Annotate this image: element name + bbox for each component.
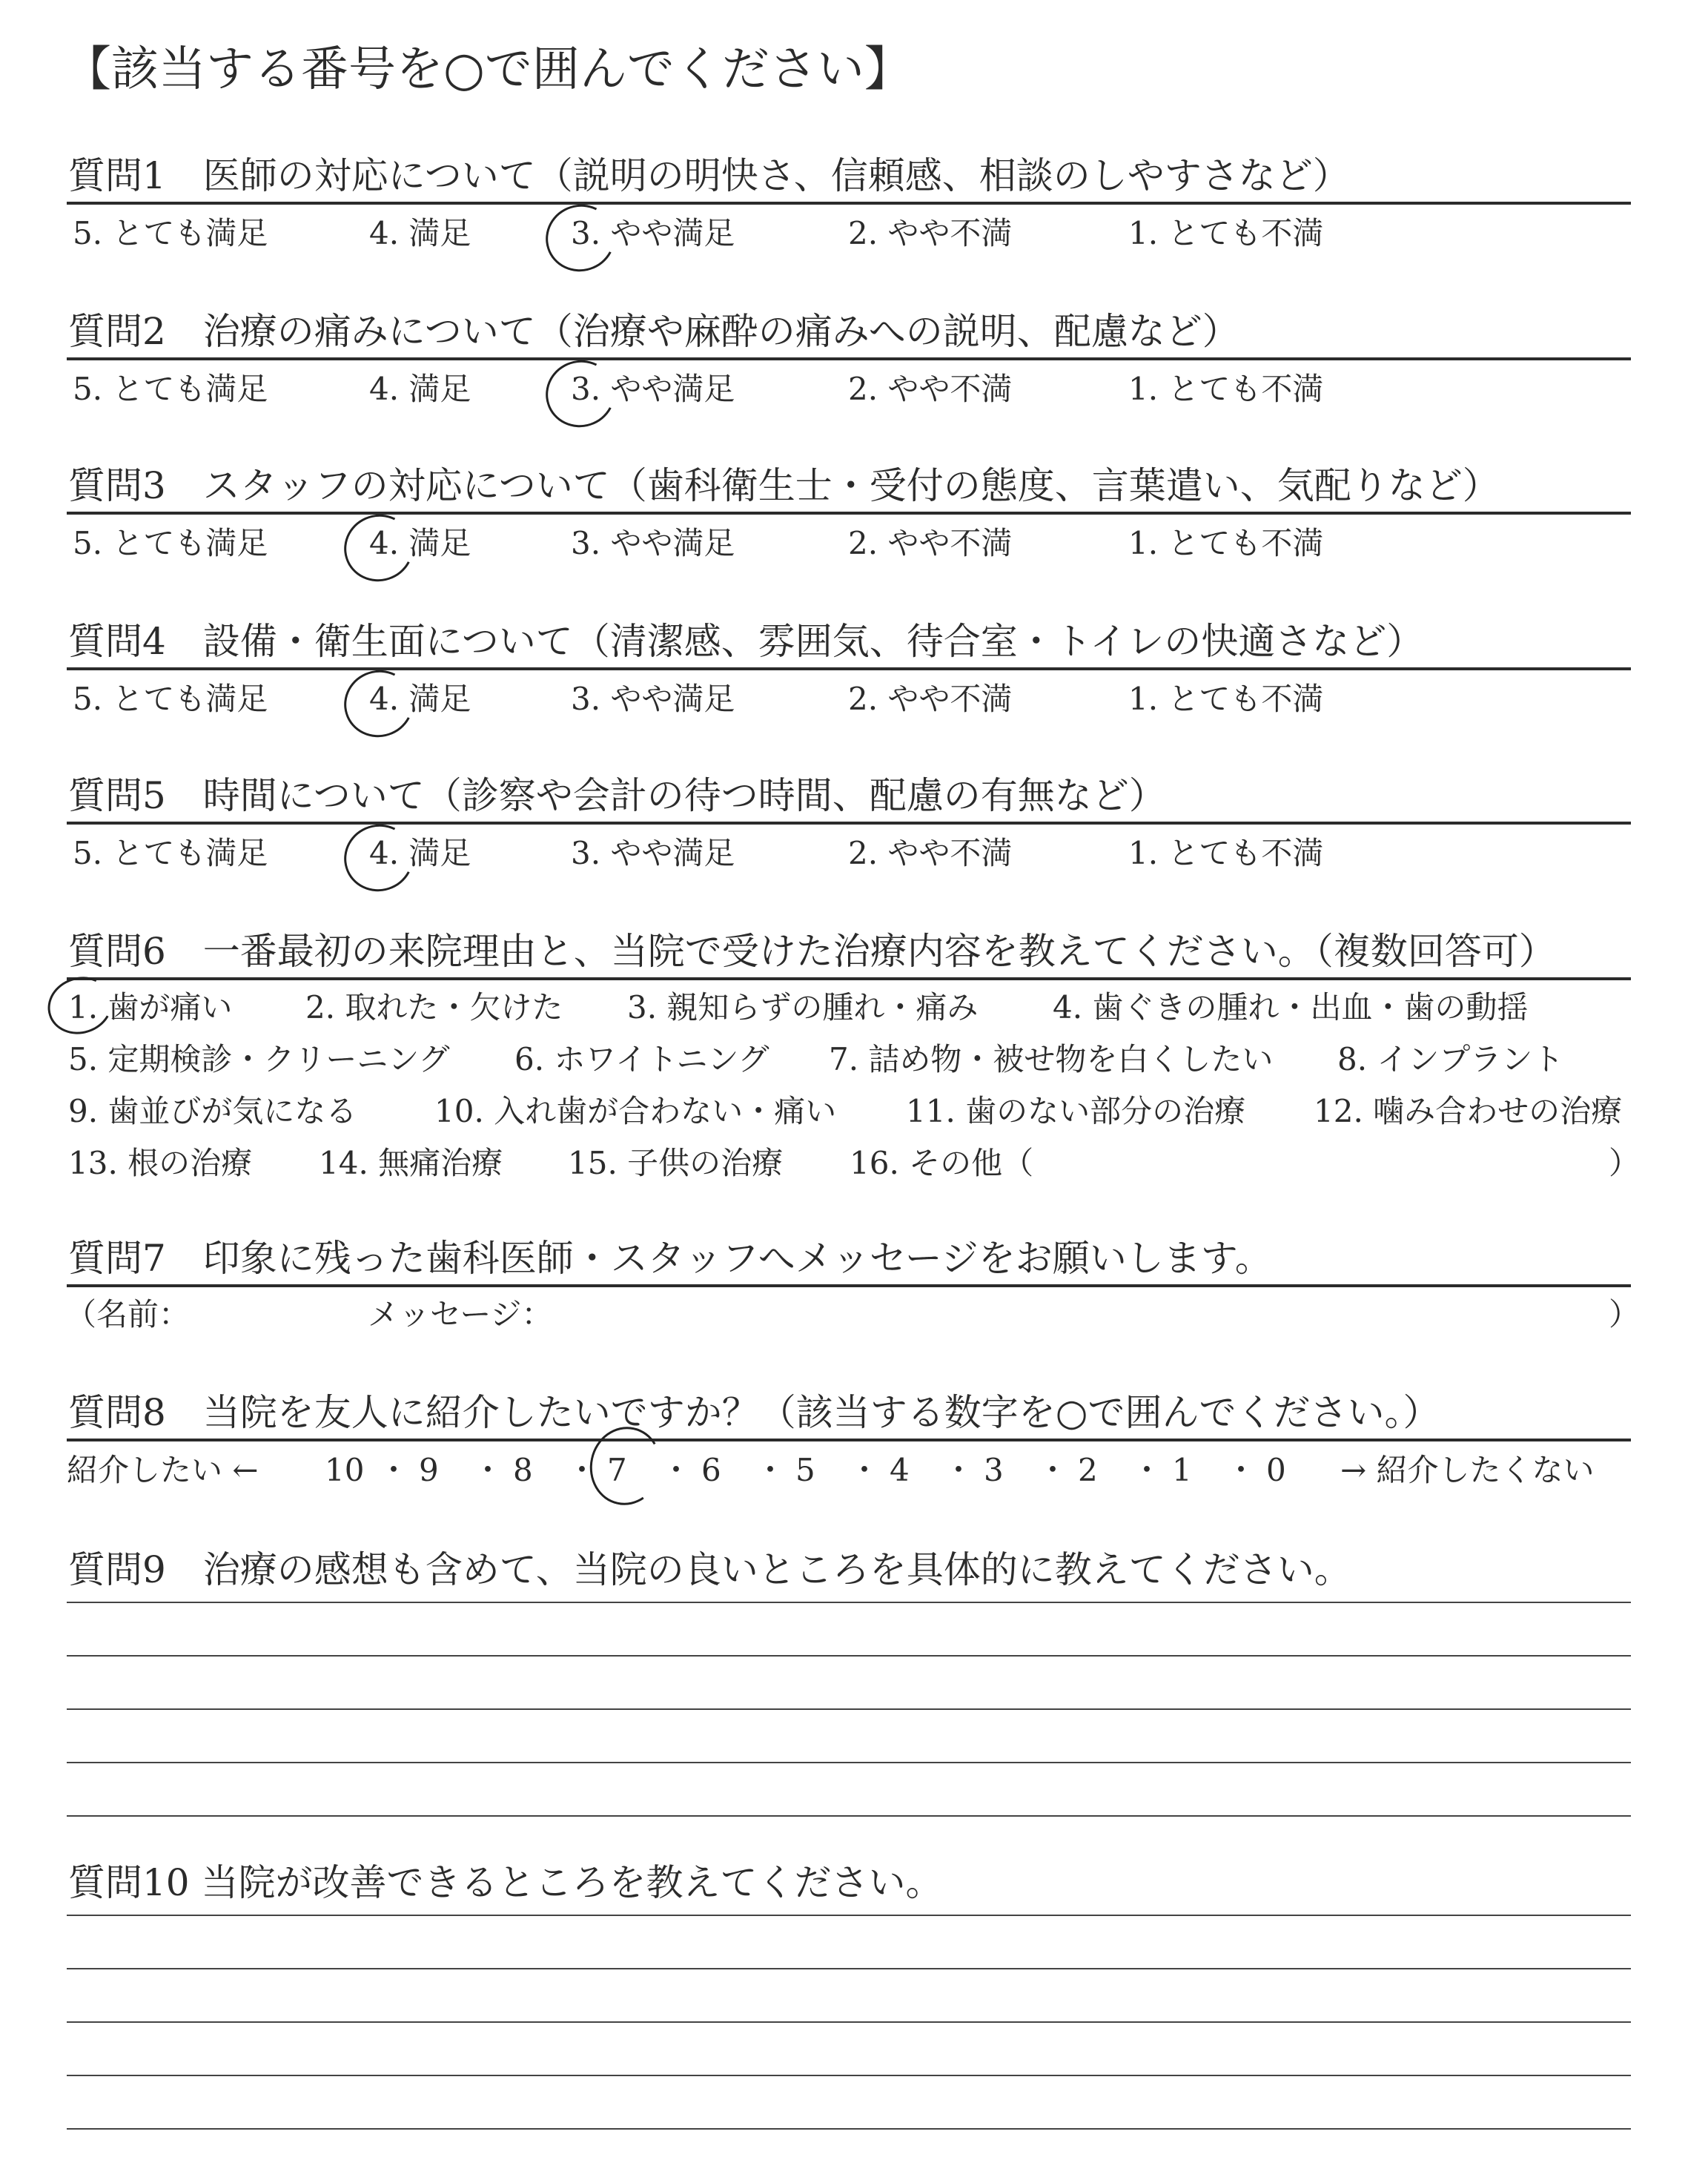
q6-option[interactable]: 14. 無痛治療 xyxy=(319,1145,503,1181)
q6-option[interactable]: 1. 歯が痛い xyxy=(68,989,233,1025)
q7-rule xyxy=(67,1284,1631,1287)
question-1-option[interactable]: 3. やや満足 xyxy=(571,215,735,251)
q8-scale-value[interactable]: 1 xyxy=(1172,1452,1192,1488)
q6-title: 質問6 一番最初の来院理由と、当院で受けた治療内容を教えてください。（複数回答可） xyxy=(68,930,1556,973)
q8-scale-value[interactable]: 4 xyxy=(890,1452,910,1488)
q8-scale-separator: ・ xyxy=(472,1452,504,1488)
question-2-rule xyxy=(67,357,1631,360)
q9-answer-line[interactable] xyxy=(67,1602,1631,1603)
q10-answer-line[interactable] xyxy=(67,2128,1631,2130)
q10-answer-line[interactable] xyxy=(67,2075,1631,2076)
question-1-option[interactable]: 2. やや不満 xyxy=(848,215,1013,251)
q6-option[interactable]: 6. ホワイトニング xyxy=(514,1041,769,1077)
question-1-answer-circle xyxy=(537,196,623,281)
question-1-rule xyxy=(67,202,1631,205)
question-5-answer-circle xyxy=(335,816,422,901)
q9-answer-line[interactable] xyxy=(67,1815,1631,1817)
q8-right-label: → 紹介したくない xyxy=(1340,1452,1595,1488)
question-2-option[interactable]: 3. やや満足 xyxy=(571,371,735,407)
q6-option[interactable]: 13. 根の治療 xyxy=(68,1145,253,1181)
question-1-option[interactable]: 5. とても満足 xyxy=(73,215,268,251)
q9-answer-line[interactable] xyxy=(67,1655,1631,1657)
question-1-option[interactable]: 4. 満足 xyxy=(369,215,471,251)
q10-answer-line[interactable] xyxy=(67,2021,1631,2023)
question-5-option[interactable]: 2. やや不満 xyxy=(848,835,1013,871)
question-3-option[interactable]: 5. とても満足 xyxy=(73,525,268,561)
question-3-rule xyxy=(67,512,1631,515)
q6-rule xyxy=(67,977,1631,980)
question-3-answer-circle xyxy=(335,506,422,591)
q8-left-label: 紹介したい ← xyxy=(67,1452,259,1488)
q9-answer-line[interactable] xyxy=(67,1762,1631,1763)
question-4-rule xyxy=(67,667,1631,670)
question-4-option[interactable]: 3. やや満足 xyxy=(571,681,735,717)
question-4-option[interactable]: 5. とても満足 xyxy=(73,681,268,717)
q7-title: 質問7 印象に残った歯科医師・スタッフへメッセージをお願いします。 xyxy=(68,1237,1272,1280)
q8-scale-value[interactable]: 2 xyxy=(1078,1452,1098,1488)
question-5-rule xyxy=(67,822,1631,825)
q8-scale-value[interactable]: 10 xyxy=(325,1452,365,1488)
question-2-answer-circle xyxy=(537,351,623,437)
q8-title: 質問8 当院を友人に紹介したいですか？（該当する数字を○で囲んでください。） xyxy=(68,1391,1440,1434)
q7-message-label: メッセージ： xyxy=(368,1296,553,1332)
question-1-option[interactable]: 1. とても不満 xyxy=(1128,215,1324,251)
q6-close-paren: ） xyxy=(1609,1145,1641,1181)
question-2-title: 質問2 治療の痛みについて（治療や麻酔の痛みへの説明、配慮など） xyxy=(68,310,1239,353)
q10-answer-line[interactable] xyxy=(67,1915,1631,1916)
q6-option[interactable]: 15. 子供の治療 xyxy=(568,1145,784,1181)
question-3-title: 質問3 スタッフの対応について（歯科衛生士・受付の態度、言葉遣い、気配りなど） xyxy=(68,464,1500,507)
q8-scale-value[interactable]: 8 xyxy=(513,1452,533,1488)
question-3-option[interactable]: 1. とても不満 xyxy=(1128,525,1324,561)
q8-scale-separator: ・ xyxy=(1225,1452,1257,1488)
question-2-option[interactable]: 5. とても満足 xyxy=(73,371,268,407)
question-4-option[interactable]: 4. 満足 xyxy=(369,681,471,717)
q8-scale-separator: ・ xyxy=(378,1452,410,1488)
q9-answer-line[interactable] xyxy=(67,1708,1631,1710)
question-5-option[interactable]: 1. とても不満 xyxy=(1128,835,1324,871)
q8-rule xyxy=(67,1439,1631,1441)
q6-option[interactable]: 12. 噛み合わせの治療 xyxy=(1314,1093,1623,1129)
q6-option[interactable]: 2. 取れた・欠けた xyxy=(305,989,563,1025)
q8-scale-separator: ・ xyxy=(943,1452,975,1488)
form-header: 【該当する番号を○で囲んでください】 xyxy=(64,42,912,97)
question-3-option[interactable]: 4. 満足 xyxy=(369,525,471,561)
q8-scale-separator: ・ xyxy=(755,1452,787,1488)
question-3-option[interactable]: 2. やや不満 xyxy=(848,525,1013,561)
question-2-option[interactable]: 1. とても不満 xyxy=(1128,371,1324,407)
q8-scale-separator: ・ xyxy=(566,1452,598,1488)
question-2-option[interactable]: 4. 満足 xyxy=(369,371,471,407)
q7-name-label: （名前： xyxy=(65,1296,191,1332)
q8-scale-value[interactable]: 3 xyxy=(984,1452,1004,1488)
q8-scale-separator: ・ xyxy=(661,1452,692,1488)
q6-option[interactable]: 7. 詰め物・被せ物を白くしたい xyxy=(829,1041,1274,1077)
question-4-option[interactable]: 2. やや不満 xyxy=(848,681,1013,717)
q9-title: 質問9 治療の感想も含めて、当院の良いところを具体的に教えてください。 xyxy=(68,1548,1351,1591)
question-5-title: 質問5 時間について（診察や会計の待つ時間、配慮の有無など） xyxy=(68,774,1166,817)
question-4-option[interactable]: 1. とても不満 xyxy=(1128,681,1324,717)
q6-option[interactable]: 5. 定期検診・クリーニング xyxy=(68,1041,450,1077)
q8-scale-separator: ・ xyxy=(1131,1452,1163,1488)
q10-answer-line[interactable] xyxy=(67,1968,1631,1969)
question-5-option[interactable]: 5. とても満足 xyxy=(73,835,268,871)
q8-scale-value[interactable]: 5 xyxy=(795,1452,815,1488)
q6-option[interactable]: 4. 歯ぐきの腫れ・出血・歯の動揺 xyxy=(1053,989,1529,1025)
q8-scale-separator: ・ xyxy=(1037,1452,1069,1488)
q6-option[interactable]: 11. 歯のない部分の治療 xyxy=(906,1093,1246,1129)
q6-option[interactable]: 16. その他（ xyxy=(850,1145,1034,1181)
q8-scale-value[interactable]: 7 xyxy=(607,1452,627,1488)
q8-scale-separator: ・ xyxy=(849,1452,881,1488)
q8-scale-value[interactable]: 9 xyxy=(419,1452,439,1488)
q7-close-paren: ） xyxy=(1609,1296,1641,1332)
question-2-option[interactable]: 2. やや不満 xyxy=(848,371,1013,407)
q8-scale-value[interactable]: 6 xyxy=(701,1452,721,1488)
question-4-title: 質問4 設備・衛生面について（清潔感、雰囲気、待合室・トイレの快適さなど） xyxy=(68,620,1424,663)
q10-title: 質問10 当院が改善できるところを教えてください。 xyxy=(68,1861,943,1904)
q8-scale-value[interactable]: 0 xyxy=(1266,1452,1286,1488)
q6-option[interactable]: 9. 歯並びが気になる xyxy=(68,1093,357,1129)
question-5-option[interactable]: 4. 満足 xyxy=(369,835,471,871)
q6-option[interactable]: 10. 入れ歯が合わない・痛い xyxy=(434,1093,837,1129)
question-3-option[interactable]: 3. やや満足 xyxy=(571,525,735,561)
question-4-answer-circle xyxy=(335,661,422,747)
question-1-title: 質問1 医師の対応について（説明の明快さ、信頼感、相談のしやすさなど） xyxy=(68,154,1350,197)
question-5-option[interactable]: 3. やや満足 xyxy=(571,835,735,871)
q6-option[interactable]: 3. 親知らずの腫れ・痛み xyxy=(627,989,979,1025)
q6-option[interactable]: 8. インプラント xyxy=(1337,1041,1564,1077)
